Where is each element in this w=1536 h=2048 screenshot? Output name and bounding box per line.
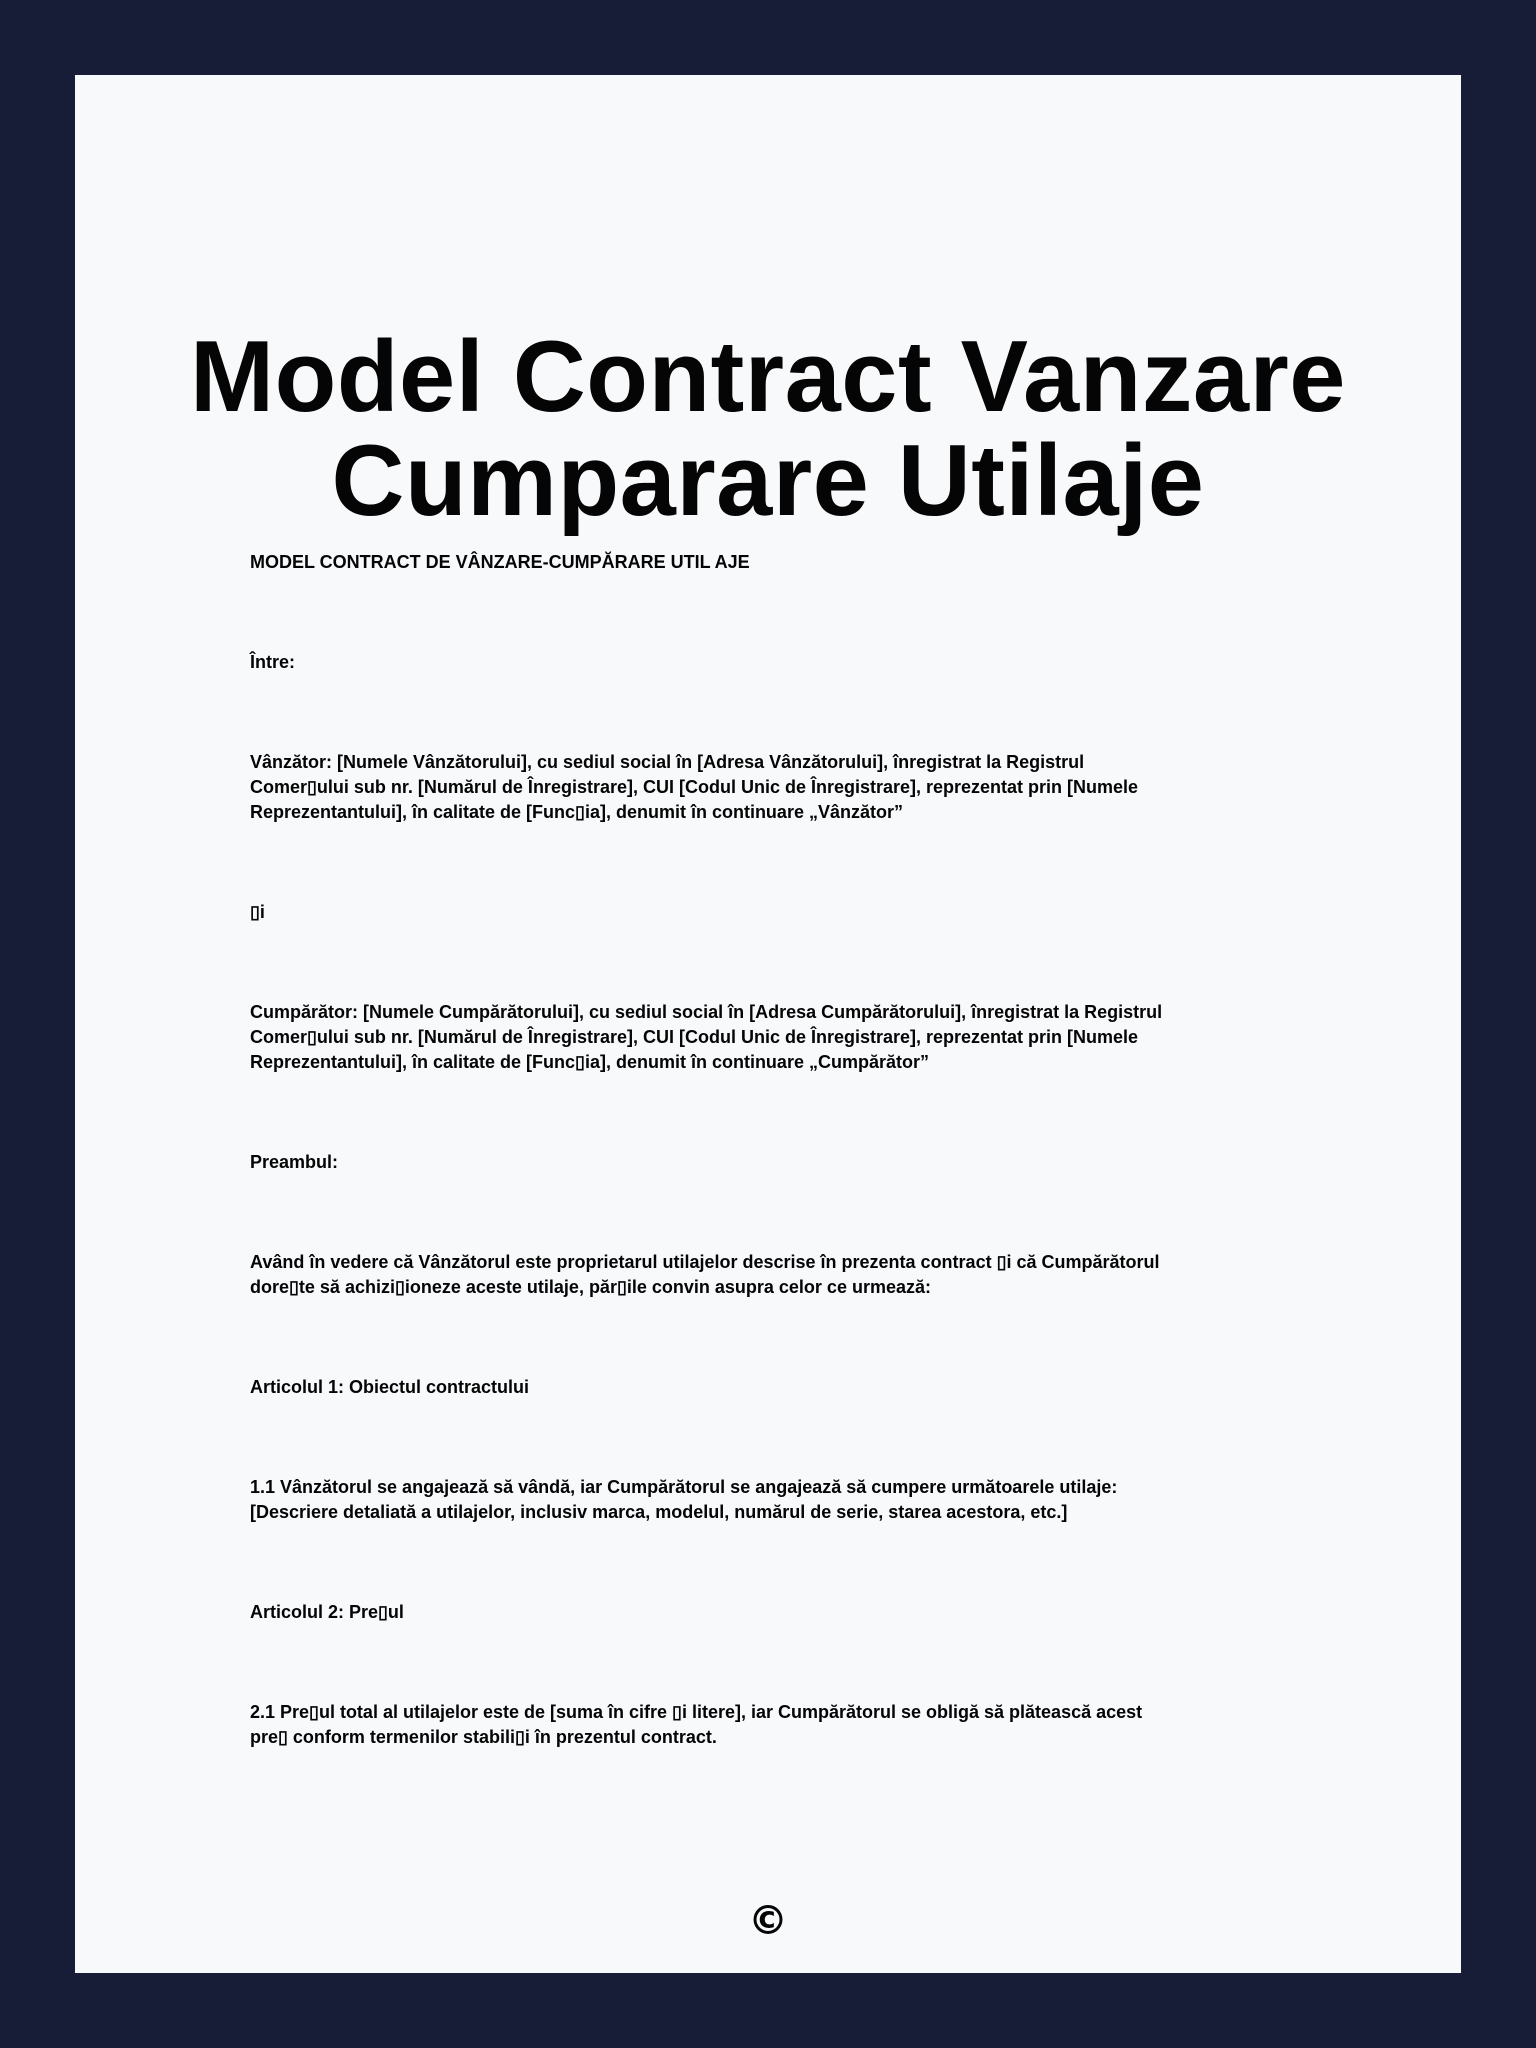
preamble-text: Având în vedere că Vânzătorul este proprietarul utilajelor descrise în prezenta contract ▯i că Cumpărătorul dore▯te să achizi▯ioneze aceste utilaje, păr▯ile convin asupra celor ce urmează: xyxy=(250,1252,1160,1297)
contract-heading: MODEL CONTRACT DE VÂNZARE-CUMPĂRARE UTIL AJE xyxy=(250,552,750,572)
parties-intro: Între: xyxy=(250,652,295,672)
article-2-clause-1: 2.1 Pre▯ul total al utilajelor este de [suma în cifre ▯i litere], iar Cumpărătorul se obligă să plătească acest pre▯ conform termenilor stabili▯i în prezentul contract. xyxy=(250,1702,1143,1747)
preamble-heading: Preambul: xyxy=(250,1152,339,1172)
article-2-heading: Articolul 2: Pre▯ul xyxy=(250,1602,404,1622)
document-body xyxy=(250,550,1350,1825)
buyer-clause: Cumpărător: [Numele Cumpărătorului], cu sediul social în [Adresa Cumpărătorului], înregistrat la Registrul Comer▯ului sub nr. [Numărul de Înregistrare], CUI [Codul Unic de Înregistrare], reprezentat prin [Numele Reprezentantului], în calitate de [Func▯ia], denumit în continuare „Cumpărător” xyxy=(250,1002,1163,1072)
seller-clause: Vânzător: [Numele Vânzătorului], cu sediul social în [Adresa Vânzătorului], înregistrat la Registrul Comer▯ului sub nr. [Numărul de Înregistrare], CUI [Codul Unic de Înregistrare], reprezentat prin [Numele Reprezentantului], în calitate de [Func▯ia], denumit în continuare „Vânzător” xyxy=(250,752,1139,822)
document-title: Model Contract Vanzare Cumparare Utilaje xyxy=(190,321,1346,537)
article-1-heading: Articolul 1: Obiectul contractului xyxy=(250,1377,530,1397)
conjunction: ▯i xyxy=(250,902,265,922)
article-1-clause-1: 1.1 Vânzătorul se angajează să vândă, iar Cumpărătorul se angajează să cumpere următoarele utilaje: [Descriere detaliată a utilajelor, inclusiv marca, modelul, numărul de serie, starea acestora, etc.] xyxy=(250,1477,1118,1522)
document-page xyxy=(75,75,1461,1973)
copyright-icon: © xyxy=(748,1898,788,1944)
